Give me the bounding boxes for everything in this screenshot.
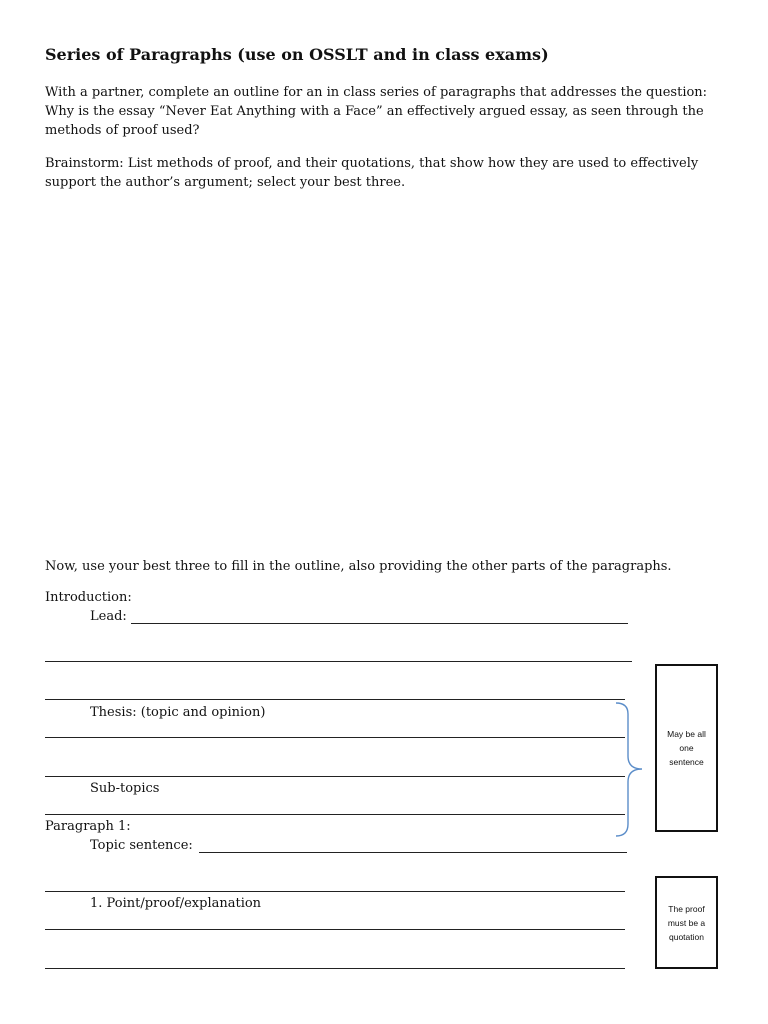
page-title: Series of Paragraphs (use on OSSLT and in class exams)	[45, 45, 549, 64]
point1-label: 1. Point/proof/explanation	[90, 896, 262, 911]
thesis-answer-line[interactable]	[45, 776, 625, 777]
paragraph1-heading: Paragraph 1:	[45, 819, 131, 834]
brace-icon	[612, 700, 652, 840]
sentence-note-box	[655, 664, 718, 832]
thesis-label: Thesis: (topic and opinion)	[90, 705, 266, 720]
point1-answer-line[interactable]	[45, 929, 625, 930]
intro-answer-line[interactable]	[45, 699, 625, 700]
sentence-note-text: May be all one sentence	[667, 729, 706, 767]
quotation-note-box	[655, 876, 718, 969]
topic-sentence-label: Topic sentence:	[90, 838, 193, 853]
outline-instructions: Now, use your best three to fill in the outline, also providing the other parts of the paragraphs.	[45, 559, 672, 574]
brainstorm-instructions: Brainstorm: List methods of proof, and their quotations, that show how they are used to effectively support the author’s argument; select your best three.	[45, 156, 699, 190]
topic-sentence-answer-line[interactable]	[199, 852, 627, 853]
intro-answer-line[interactable]	[45, 661, 632, 662]
intro-instructions: With a partner, complete an outline for an in class series of paragraphs that addresses the question: Why is the essay “Never Eat Anything with a Face” an effectively argued essay, as seen through the methods of proof used?	[45, 85, 708, 138]
subtopics-label: Sub-topics	[90, 781, 160, 796]
paragraph1-answer-line[interactable]	[45, 891, 625, 892]
thesis-answer-line[interactable]	[45, 737, 625, 738]
point1-answer-line[interactable]	[45, 968, 625, 969]
lead-label: Lead:	[90, 609, 127, 624]
subtopics-answer-line[interactable]	[45, 814, 625, 815]
introduction-heading: Introduction:	[45, 590, 132, 605]
lead-answer-line[interactable]	[131, 623, 628, 624]
quotation-note-text: The proof must be a quotation	[667, 903, 706, 942]
